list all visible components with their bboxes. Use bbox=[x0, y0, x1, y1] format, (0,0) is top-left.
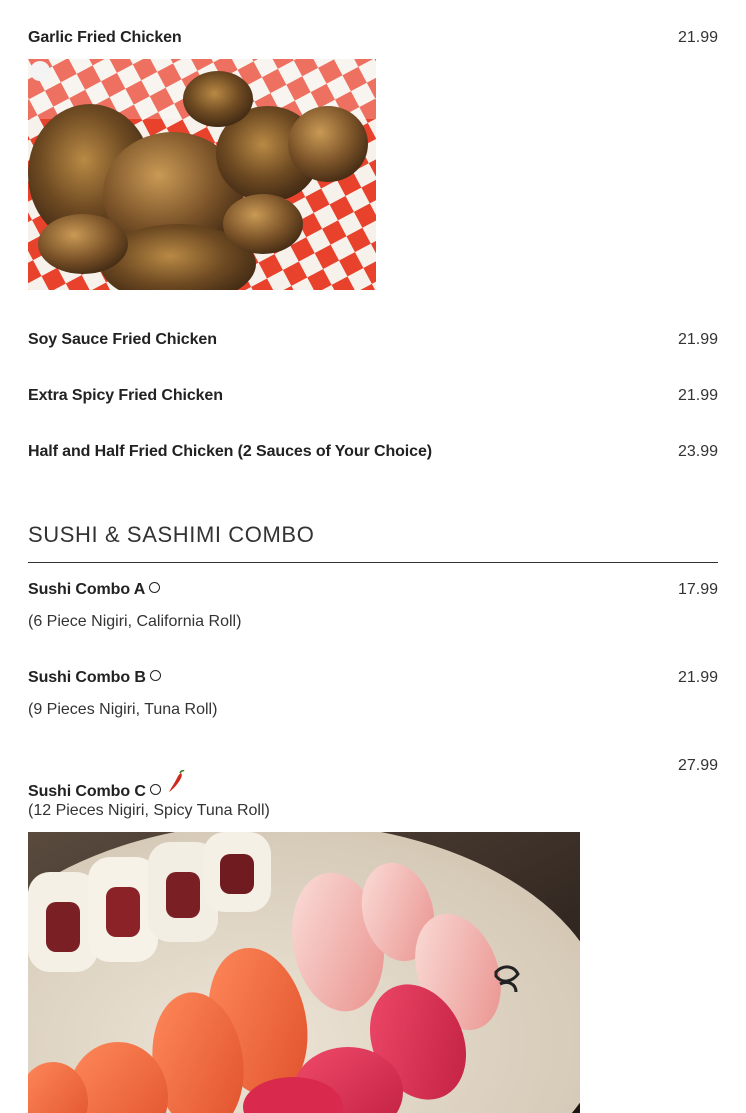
circle-icon bbox=[150, 784, 161, 795]
menu-item-name: Garlic Fried Chicken bbox=[28, 29, 182, 46]
menu-item-name-text: Sushi Combo B bbox=[28, 669, 146, 686]
menu-item-name bbox=[28, 581, 160, 599]
garlic-fried-chicken-photo bbox=[28, 59, 376, 290]
sushi-combo-photo bbox=[28, 832, 580, 1113]
menu-item-name bbox=[28, 770, 186, 801]
menu-item-description: (6 Piece Nigiri, California Roll) bbox=[28, 613, 242, 630]
menu-item-price: 23.99 bbox=[677, 443, 718, 460]
menu-item-price: 21.99 bbox=[677, 331, 718, 348]
menu-item-price: 27.99 bbox=[677, 757, 718, 774]
menu-item-price: 21.99 bbox=[677, 387, 718, 404]
circle-icon bbox=[149, 582, 160, 593]
menu-item-name bbox=[28, 669, 161, 687]
menu-item-description: (12 Pieces Nigiri, Spicy Tuna Roll) bbox=[28, 802, 270, 819]
section-title: SUSHI & SASHIMI COMBO bbox=[28, 522, 315, 547]
menu-item-price: 21.99 bbox=[677, 669, 718, 686]
section-divider bbox=[28, 562, 718, 563]
menu-item-name: Soy Sauce Fried Chicken bbox=[28, 331, 217, 348]
circle-icon bbox=[150, 670, 161, 681]
menu-item-name: Extra Spicy Fried Chicken bbox=[28, 387, 223, 404]
menu-item-name-text: Sushi Combo A bbox=[28, 581, 146, 598]
menu-item-name-text: Sushi Combo C bbox=[28, 783, 146, 800]
menu-item-price: 21.99 bbox=[677, 29, 718, 46]
chili-pepper-icon bbox=[166, 770, 186, 799]
menu-item-description: (9 Pieces Nigiri, Tuna Roll) bbox=[28, 701, 218, 718]
menu-item-price: 17.99 bbox=[677, 581, 718, 598]
menu-item-name: Half and Half Fried Chicken (2 Sauces of Your Choice) bbox=[28, 443, 432, 460]
